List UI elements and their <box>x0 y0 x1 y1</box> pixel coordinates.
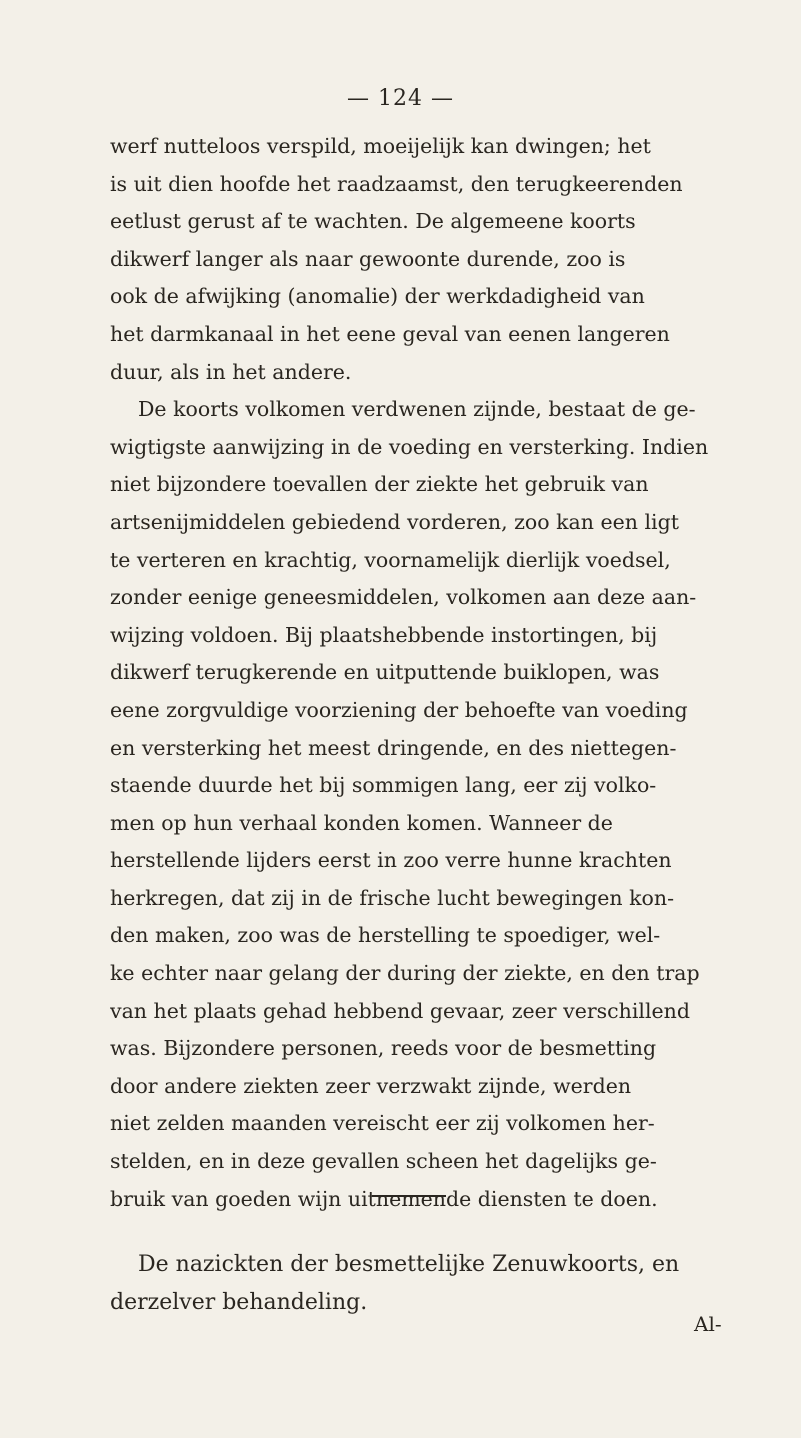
text-line: en versterking het meest dringende, en des niettegen- <box>110 735 677 760</box>
text-line: te verteren en krachtig, voornamelijk dierlijk voedsel, <box>110 547 671 572</box>
text-line: wijzing voldoen. Bij plaatshebbende instortingen, bij <box>110 622 658 647</box>
body-text <box>110 128 750 1218</box>
text-line: den maken, zoo was de herstelling te spoediger, wel- <box>110 923 661 948</box>
text-line: artsenijmiddelen gebiedend vorderen, zoo kan een ligt <box>110 509 679 534</box>
text-line: herkregen, dat zij in de frische lucht bewegingen kon- <box>110 885 675 910</box>
text-line: wigtigste aanwijzing in de voeding en versterking. Indien <box>110 434 709 459</box>
text-line: zonder eenige geneesmiddelen, volkomen aan deze aan- <box>110 585 697 610</box>
text-line: eene zorgvuldige voorziening der behoefte van voeding <box>110 697 688 722</box>
text-line: van het plaats gehad hebbend gevaar, zeer verschillend <box>110 998 690 1023</box>
text-line: stelden, en in deze gevallen scheen het dagelijks ge- <box>110 1149 657 1174</box>
text-line: duur, als in het andere. <box>110 359 352 384</box>
text-line: door andere ziekten zeer verzwakt zijnde, werden <box>110 1073 632 1098</box>
text-line: ke echter naar gelang der during der ziekte, en den trap <box>110 961 700 986</box>
page-number: — 124 — <box>347 86 454 111</box>
section-heading <box>110 1246 750 1321</box>
text-line: eetlust gerust af te wachten. De algemeene koorts <box>110 209 636 234</box>
text-line: was. Bijzondere personen, reeds voor de besmetting <box>110 1036 657 1061</box>
heading-line: De nazickten der besmettelijke Zenuwkoorts, en <box>138 1252 680 1277</box>
text-line: bruik van goeden wijn uitnemende diensten te doen. <box>110 1186 658 1211</box>
text-line: niet zelden maanden vereischt eer zij volkomen her- <box>110 1111 655 1136</box>
text-line: staende duurde het bij sommigen lang, eer zij volko- <box>110 773 657 798</box>
text-line: ook de afwijking (anomalie) der werkdadigheid van <box>110 284 645 309</box>
text-line: De koorts volkomen verdwenen zijnde, bestaat de ge- <box>138 397 696 422</box>
section-divider <box>372 1195 446 1197</box>
text-line: herstellende lijders eerst in zoo verre hunne krachten <box>110 848 672 873</box>
text-line: dikwerf terugkerende en uitputtende buiklopen, was <box>110 660 660 685</box>
text-line: het darmkanaal in het eene geval van eenen langeren <box>110 321 670 346</box>
catchword: Al- <box>694 1312 722 1336</box>
text-line: is uit dien hoofde het raadzaamst, den terugkeerenden <box>110 171 683 196</box>
heading-line: derzelver behandeling. <box>110 1289 368 1315</box>
text-line: niet bijzondere toevallen der ziekte het gebruik van <box>110 472 649 497</box>
text-line: dikwerf langer als naar gewoonte durende, zoo is <box>110 246 626 271</box>
text-line: men op hun verhaal konden komen. Wanneer de <box>110 810 613 835</box>
text-line: werf nutteloos verspild, moeijelijk kan dwingen; het <box>110 134 651 158</box>
